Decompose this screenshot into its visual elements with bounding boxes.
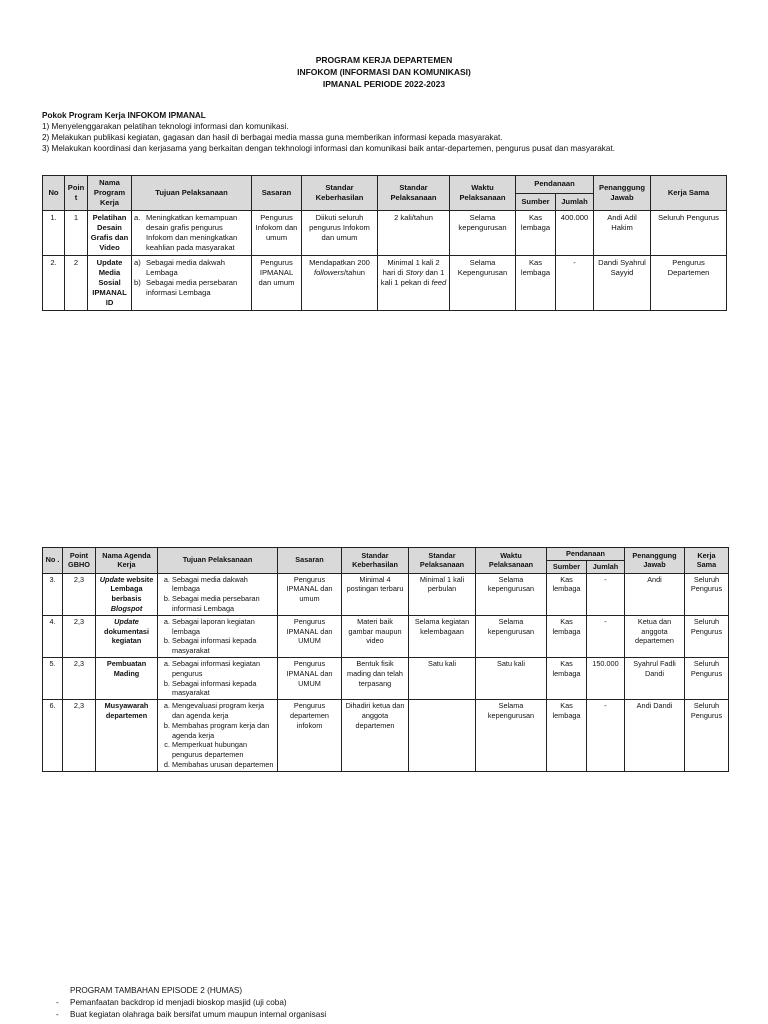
cell-tujuan xyxy=(132,211,252,256)
col-nama: Nama Program Kerja xyxy=(88,176,132,211)
cell-standar-pelaksanaan: 2 kali/tahun xyxy=(378,211,450,256)
cell-kerja-sama: Seluruh Pengurus xyxy=(685,615,729,657)
cell-waktu: Satu kali xyxy=(476,657,547,699)
cell-pj: Andi Dandi xyxy=(625,700,685,772)
cell-sumber: Kas lembaga xyxy=(516,211,556,256)
cell-standar-keberhasilan xyxy=(302,256,378,311)
list-item: b. Sebagai informasi kepada masyarakat xyxy=(172,636,275,656)
pokok-item: 2) Melakukan publikasi kegiatan, gagasan dan hasil di berbagai media massa guna memberikan informasi kepada masyarakat. xyxy=(42,133,503,142)
table-row xyxy=(43,573,729,615)
list-item: b. Membahas program kerja dan agenda kerja xyxy=(172,721,275,741)
col-kerja-sama: Kerja Sama xyxy=(651,176,727,211)
col-tujuan: Tujuan Pelaksanaan xyxy=(158,548,278,574)
tambahan-title: PROGRAM TAMBAHAN EPISODE 2 (HUMAS) xyxy=(70,986,243,995)
col-waktu: Waktu Pelaksanaan xyxy=(476,548,547,574)
cell-kerja-sama: Pengurus Departemen xyxy=(651,256,727,311)
nama-text: dokumentasi kegiatan xyxy=(103,626,149,646)
col-point: Point xyxy=(65,176,88,211)
list-item: d. Membahas urusan departemen xyxy=(172,760,275,770)
cell-tujuan xyxy=(158,615,278,657)
table-header-row xyxy=(43,548,729,561)
list-item: b. Sebagai informasi kepada masyarakat xyxy=(172,679,275,699)
tambahan-text: Pemanfaatan backdrop id menjadi bioskop masjid (uji coba) xyxy=(70,998,287,1007)
tujuan-list xyxy=(160,659,275,698)
nama-text: website Lembaga berbasis xyxy=(110,574,154,604)
cell-no: 1. xyxy=(43,211,65,256)
nama-italic: Update xyxy=(114,616,139,626)
cell-sasaran: Pengurus IPMANAL dan UMUM xyxy=(278,657,342,699)
header-line-1: PROGRAM KERJA DEPARTEMEN xyxy=(315,55,453,65)
cell-point: 1 xyxy=(65,211,88,256)
tujuan-list xyxy=(160,701,275,770)
cell-tujuan xyxy=(158,657,278,699)
dash-marker: - xyxy=(56,1010,59,1019)
cell-jumlah: - xyxy=(556,256,594,311)
cell-nama: Pembuatan Mading xyxy=(96,657,158,699)
list-item: a. Sebagai informasi kegiatan pengurus xyxy=(172,659,275,679)
table-row xyxy=(43,657,729,699)
program-kerja-table xyxy=(42,175,727,311)
cell-sumber: Kas lembaga xyxy=(547,700,587,772)
list-item xyxy=(56,997,736,1009)
cell-standar-pelaksanaan: Satu kali xyxy=(409,657,476,699)
cell-sasaran: Pengurus departemen infokom xyxy=(278,700,342,772)
col-pj: Penanggung Jawab xyxy=(625,548,685,574)
tujuan-list xyxy=(160,575,275,614)
cell-jumlah: - xyxy=(587,700,625,772)
cell-waktu: Selama kepengurusan xyxy=(476,573,547,615)
sp-text-mid: dan 1 kali 1 pekan di xyxy=(380,268,445,287)
nama-italic: Blogspot xyxy=(110,603,143,613)
program-tambahan-section xyxy=(56,985,736,1021)
list-item: b. Sebagai media persebaran informasi Lembaga xyxy=(172,594,275,614)
header-line-3: IPMANAL PERIODE 2022-2023 xyxy=(322,79,446,89)
agenda-kerja-table xyxy=(42,547,729,772)
table-row xyxy=(43,211,727,256)
cell-point: 2,3 xyxy=(63,657,96,699)
cell-sasaran: Pengurus IPMANAL dan UMUM xyxy=(278,615,342,657)
nama-italic: Update xyxy=(99,574,125,584)
cell-sumber: Kas lembaga xyxy=(547,573,587,615)
cell-pj: Ketua dan anggota departemen xyxy=(625,615,685,657)
col-jumlah: Jumlah xyxy=(587,560,625,573)
sp-italic: Story xyxy=(405,268,424,277)
cell-standar-pelaksanaan: Selama kegiatan kelembagaan xyxy=(409,615,476,657)
cell-pj: Syahrul Fadli Dandi xyxy=(625,657,685,699)
list-marker: a. xyxy=(134,213,141,222)
col-sasaran: Sasaran xyxy=(252,176,302,211)
cell-sasaran: Pengurus Infokom dan umum xyxy=(252,211,302,256)
cell-kerja-sama: Seluruh Pengurus xyxy=(685,700,729,772)
cell-kerja-sama: Seluruh Pengurus xyxy=(651,211,727,256)
cell-point: 2,3 xyxy=(63,700,96,772)
cell-nama xyxy=(96,573,158,615)
col-jumlah: Jumlah xyxy=(556,193,594,211)
table-row xyxy=(43,700,729,772)
list-item: a. Sebagai media dakwah lembaga xyxy=(172,575,275,595)
cell-no: 5. xyxy=(43,657,63,699)
cell-standar-pelaksanaan xyxy=(409,700,476,772)
col-no: No xyxy=(43,176,65,211)
cell-jumlah: - xyxy=(587,615,625,657)
col-tujuan: Tujuan Pelaksanaan xyxy=(132,176,252,211)
cell-point: 2 xyxy=(65,256,88,311)
cell-nama xyxy=(96,615,158,657)
list-item: c. Memperkuat hubungan pengurus departemen xyxy=(172,740,275,760)
cell-jumlah: - xyxy=(587,573,625,615)
pokok-item: 1) Menyelenggarakan pelatihan teknologi informasi dan komunikasi. xyxy=(42,122,289,131)
cell-pj: Andi Adil Hakim xyxy=(594,211,651,256)
cell-standar-keberhasilan: Diikuti seluruh pengurus Infokom dan umum xyxy=(302,211,378,256)
col-sumber: Sumber xyxy=(547,560,587,573)
col-standar-keberhasilan: Standar Keberhasilan xyxy=(342,548,409,574)
cell-standar-pelaksanaan: Minimal 1 kali perbulan xyxy=(409,573,476,615)
col-waktu: Waktu Pelaksanaan xyxy=(450,176,516,211)
cell-standar-keberhasilan: Materi baik gambar maupun video xyxy=(342,615,409,657)
tambahan-text: Buat kegiatan olahraga baik bersifat umum maupun internal organisasi xyxy=(70,1010,327,1019)
cell-standar-pelaksanaan xyxy=(378,256,450,311)
col-pj: Penanggung Jawab xyxy=(594,176,651,211)
cell-nama: Musyawarah departemen xyxy=(96,700,158,772)
col-kerja-sama: Kerja Sama xyxy=(685,548,729,574)
cell-no: 4. xyxy=(43,615,63,657)
tujuan-text: Sebagai media dakwah Lembaga xyxy=(146,258,225,277)
cell-pj: Dandi Syahrul Sayyid xyxy=(594,256,651,311)
cell-no: 2. xyxy=(43,256,65,311)
sk-text-post: /tahun xyxy=(343,268,366,277)
list-item xyxy=(56,1009,736,1021)
col-nama: Nama Agenda Kerja xyxy=(96,548,158,574)
list-marker: b) xyxy=(134,278,141,287)
cell-tujuan xyxy=(158,700,278,772)
dash-marker: - xyxy=(56,998,59,1007)
cell-nama: Update Media Sosial IPMANAL ID xyxy=(88,256,132,311)
header-line-2: INFOKOM (INFORMASI DAN KOMUNIKASI) xyxy=(297,67,471,77)
sp-italic: feed xyxy=(431,278,447,287)
cell-sasaran: Pengurus IPMANAL dan umum xyxy=(252,256,302,311)
cell-standar-keberhasilan: Dihadiri ketua dan anggota departemen xyxy=(342,700,409,772)
col-pendanaan: Pendanaan xyxy=(516,176,594,194)
list-marker: a) xyxy=(134,258,141,267)
cell-kerja-sama: Seluruh Pengurus xyxy=(685,573,729,615)
table-row xyxy=(43,615,729,657)
document-header xyxy=(0,54,768,90)
tujuan-text: Meningkatkan kemampuan desain grafis pengurus Infokom dan meningkatkan keahlian pada masyarakat xyxy=(146,213,238,252)
cell-jumlah: 400.000 xyxy=(556,211,594,256)
cell-sumber: Kas lembaga xyxy=(547,657,587,699)
cell-jumlah: 150.000 xyxy=(587,657,625,699)
pokok-title: Pokok Program Kerja INFOKOM IPMANAL xyxy=(42,111,206,120)
col-pendanaan: Pendanaan xyxy=(547,548,625,561)
col-no: No . xyxy=(43,548,63,574)
col-standar-pelaksanaan: Standar Pelaksanaan xyxy=(409,548,476,574)
cell-sasaran: Pengurus IPMANAL dan umum xyxy=(278,573,342,615)
cell-point: 2,3 xyxy=(63,573,96,615)
cell-waktu: Selama Kepengurusan xyxy=(450,256,516,311)
cell-waktu: Selama kepengurusan xyxy=(476,700,547,772)
list-item: a. Mengevaluasi program kerja dan agenda kerja xyxy=(172,701,275,721)
cell-tujuan xyxy=(132,256,252,311)
sp-text: Minimal 1 kali 2 hari di xyxy=(382,258,440,277)
col-point: Point GBHO xyxy=(63,548,96,574)
col-sumber: Sumber xyxy=(516,193,556,211)
cell-waktu: Selama kepengurusan xyxy=(450,211,516,256)
cell-no: 3. xyxy=(43,573,63,615)
cell-kerja-sama: Seluruh Pengurus xyxy=(685,657,729,699)
col-standar-keberhasilan: Standar Keberhasilan xyxy=(302,176,378,211)
table-row xyxy=(43,256,727,311)
cell-standar-keberhasilan: Minimal 4 postingan terbaru xyxy=(342,573,409,615)
col-sasaran: Sasaran xyxy=(278,548,342,574)
cell-nama: Pelatihan Desain Grafis dan Video xyxy=(88,211,132,256)
tujuan-text: Sebagai media persebaran informasi Lembaga xyxy=(146,278,238,297)
list-item: a. Sebagai laporan kegiatan lembaga xyxy=(172,617,275,637)
cell-pj: Andi xyxy=(625,573,685,615)
cell-sumber: Kas lembaga xyxy=(547,615,587,657)
cell-point: 2,3 xyxy=(63,615,96,657)
pokok-item: 3) Melakukan koordinasi dan kerjasama yang berkaitan dengan tekhnologi informasi dan komunikasi baik antar-departemen, pengurus pusat dan masyarakat. xyxy=(42,144,616,153)
cell-sumber: Kas lembaga xyxy=(516,256,556,311)
cell-no: 6. xyxy=(43,700,63,772)
col-standar-pelaksanaan: Standar Pelaksanaan xyxy=(378,176,450,211)
sk-text: Mendapatkan 200 xyxy=(309,258,370,267)
cell-waktu: Selama kepengurusan xyxy=(476,615,547,657)
pokok-program-section xyxy=(42,110,732,154)
cell-tujuan xyxy=(158,573,278,615)
cell-standar-keberhasilan: Bentuk fisik mading dan telah terpasang xyxy=(342,657,409,699)
sk-italic: followers xyxy=(313,268,344,277)
table-header-row xyxy=(43,176,727,194)
tujuan-list xyxy=(160,617,275,656)
